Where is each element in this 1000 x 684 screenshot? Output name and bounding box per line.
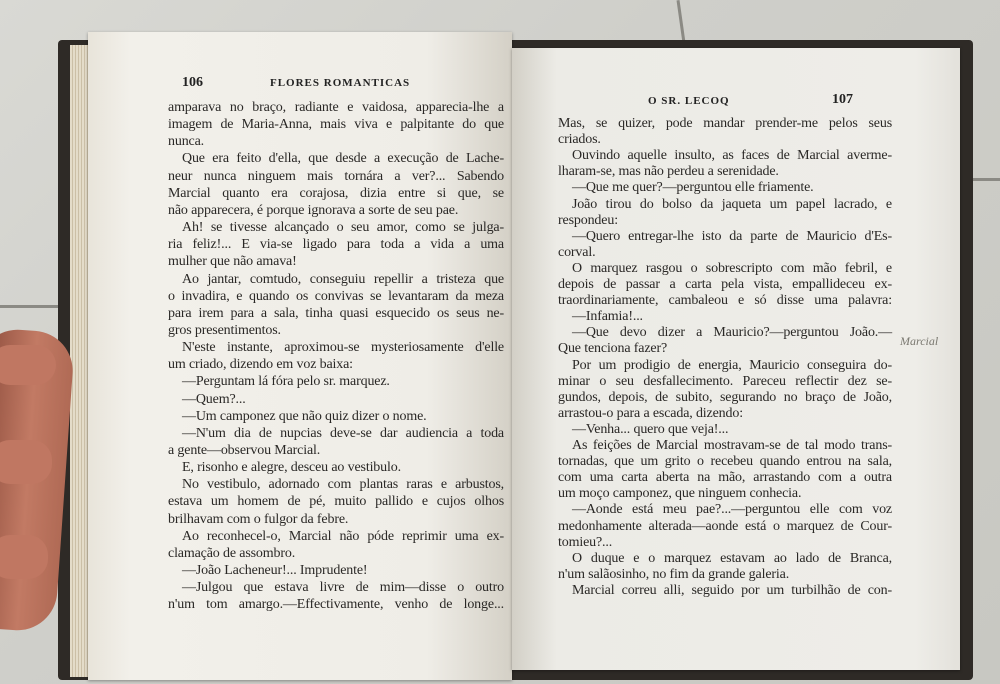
text-line: —Aonde está meu pae?...—perguntou elle com voz <box>572 502 892 518</box>
text-line: um moço camponez, que ninguem conhecia. <box>558 486 802 502</box>
text-line: Que era feito d'ella, que desde a execução de Lache- <box>182 151 504 167</box>
right-page-number: 107 <box>832 92 853 107</box>
handwritten-note: Marcial <box>900 334 939 348</box>
text-line: —Quero entregar-lhe isto da parte de Mauricio d'Es- <box>572 228 892 244</box>
text-line: Marcial correu alli, seguido por um turbilhão de con- <box>572 582 892 598</box>
text-line: N'este instante, aproximou-se mysteriosamente d'elle <box>182 340 504 356</box>
text-line: respondeu: <box>558 212 618 228</box>
text-line: As feições de Marcial mostravam-se de tal modo trans- <box>572 438 892 453</box>
finger <box>0 345 56 385</box>
text-line: com uma carta aberta na mão, arrastando com a outra <box>558 470 892 486</box>
text-line: —N'um dia de nupcias deve-se dar audiencia a toda <box>182 425 504 441</box>
finger <box>0 440 52 484</box>
text-line: Que tenciona fazer? <box>558 341 668 357</box>
finger <box>0 535 48 579</box>
text-line: Ao reconhecel-o, Marcial não póde reprimir uma ex- <box>182 528 504 544</box>
left-running-head: FLORES ROMANTICAS <box>270 77 411 89</box>
text-line: corval. <box>558 244 596 260</box>
text-line: gundos, depois, de subito, segurando no braço de João, <box>558 389 892 405</box>
text-line: arrastou-o para a escada, dizendo: <box>558 405 743 421</box>
text-line: Ao jantar, comtudo, conseguiu repellir a tristeza que <box>182 271 504 287</box>
text-line: o invadira, e quando os convivas se levantaram da meza <box>168 288 504 304</box>
text-line: —Que devo dizer a Mauricio?—perguntou João.— <box>572 325 892 341</box>
text-line: E, risonho e alegre, desceu ao vestibulo. <box>182 460 401 476</box>
text-line: —Venha... quero que veja!... <box>572 421 729 437</box>
text-line: um criado, dizendo em voz baixa: <box>168 357 353 373</box>
text-line: João tirou do bolso da jaqueta um papel lacrado, e <box>572 196 892 212</box>
text-line: nunca. <box>168 134 205 150</box>
text-line: —João Lacheneur!... Imprudente! <box>182 563 368 579</box>
text-line: —Julgou que estava livre de mim—disse o outro <box>182 580 504 596</box>
text-line: No vestibulo, adornado com plantas raras e arbustos, <box>182 477 504 493</box>
left-page-number: 106 <box>182 75 203 90</box>
text-line: depois de passar a carta pela vista, empallideceu ex- <box>558 277 892 292</box>
text-line: estava um homem de pé, muito pallido e cujos olhos <box>168 494 504 510</box>
text-line: criados. <box>558 132 601 148</box>
text-line: neur nunca ninguem mais tornára a ver?... Sabendo <box>168 168 504 184</box>
text-line: Por um prodigio de energia, Mauricio conseguira do- <box>572 357 892 373</box>
text-line: O duque e o marquez estavam ao lado de Branca, <box>572 550 892 566</box>
text-line: Ouvindo aquelle insulto, as faces de Marcial averme- <box>572 148 892 164</box>
text-line: —Que me quer?—perguntou elle friamente. <box>572 180 814 196</box>
right-running-head: O SR. LECOQ <box>648 95 730 107</box>
text-line: tornadas, que um grito o recebeu quando entrou na sala, <box>558 454 892 470</box>
floor-tile-seam <box>0 305 60 308</box>
text-line: n'um salãosinho, no fim da grande galeria. <box>558 566 790 582</box>
text-line: clamação de assombro. <box>168 545 296 561</box>
text-line: Marcial quanto era corajosa, dizia entre si que, se <box>168 185 504 201</box>
text-line: gros presentimentos. <box>168 322 281 338</box>
text-line: —Perguntam lá fóra pelo sr. marquez. <box>182 374 390 390</box>
text-line: traordinariamente, cambaleou e só disse uma palavra: <box>558 293 892 309</box>
text-line: mulher que não amava! <box>168 254 297 270</box>
text-line: medonhamente alterada—aonde está o marquez de Cour- <box>558 518 892 534</box>
text-line: minar o seu desfallecimento. Pareceu reflectir dez se- <box>558 373 892 389</box>
text-line: Ah! se tivesse alcançado o seu amor, como se julga- <box>182 220 504 236</box>
text-line: —Um camponez que não quiz dizer o nome. <box>182 408 427 424</box>
text-line: amparava no braço, radiante e vaidosa, apparecia-lhe a <box>168 100 504 115</box>
text-line: tomieu?... <box>558 534 613 550</box>
text-line: imagem de Maria-Anna, mais viva e palpitante do que <box>168 117 504 133</box>
text-line: não apparecera, é porque ignorava a sorte de seu pae. <box>168 202 459 218</box>
text-line: ria feliz!... E via-se ligado para toda a vida a uma <box>168 237 504 253</box>
text-line: Mas, se quizer, pode mandar prender-me pelos seus <box>558 116 892 131</box>
text-line: brilhavam com o fulgor da febre. <box>168 511 349 527</box>
text-line: —Infamia!... <box>572 309 643 325</box>
text-line: lharam-se, mas não perdeu a serenidade. <box>558 164 779 180</box>
text-line: a gente—observou Marcial. <box>168 443 321 458</box>
text-line: —Quem?... <box>182 391 246 407</box>
text-line: para irem para a sala, tinha quasi esquecido os seus ne- <box>168 305 504 321</box>
text-line: n'um tom amargo.—Effectivamente, venho de longe... <box>168 597 504 613</box>
text-line: O marquez rasgou o sobrescripto com mão febril, e <box>572 260 892 276</box>
